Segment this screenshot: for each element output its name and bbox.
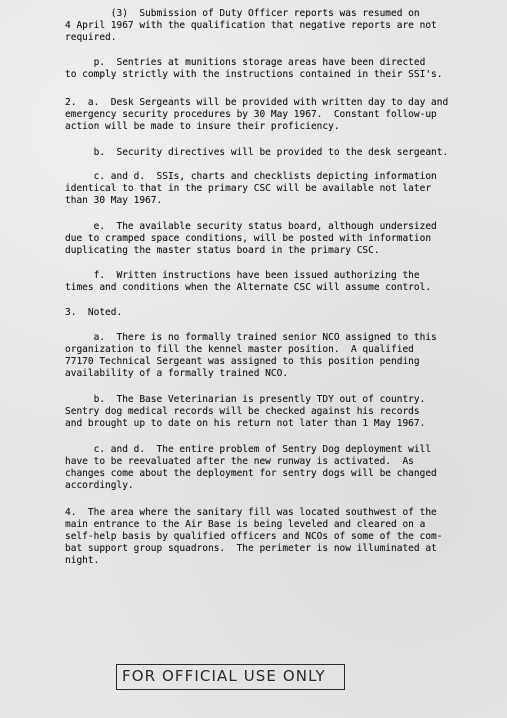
text-line: 4 April 1967 with the qualification that negative reports are not xyxy=(65,20,437,31)
text-line: 77170 Technical Sergeant was assigned to this position pending xyxy=(65,356,420,367)
text-line: required. xyxy=(65,32,117,43)
text-line: 3. Noted. xyxy=(65,307,123,318)
text-line: organization to fill the kennel master position. A qualified xyxy=(65,344,414,355)
text-line: f. Written instructions have been issued authorizing the xyxy=(65,270,420,281)
text-line: b. The Base Veterinarian is presently TDY out of country. xyxy=(65,394,426,405)
text-line: due to cramped space conditions, will be posted with information xyxy=(65,233,432,244)
text-line: accordingly. xyxy=(65,480,134,491)
text-line: bat support group squadrons. The perimeter is now illuminated at xyxy=(65,543,437,554)
text-line: identical to that in the primary CSC will be available not later xyxy=(65,183,432,194)
text-line: Sentry dog medical records will be checked against his records xyxy=(65,406,420,417)
text-line: duplicating the master status board in the primary CSC. xyxy=(65,245,380,256)
text-line: changes come about the deployment for sentry dogs will be changed xyxy=(65,468,437,479)
text-line: have to be reevaluated after the new runway is activated. As xyxy=(65,456,414,467)
text-line: main entrance to the Air Base is being leveled and cleared on a xyxy=(65,519,426,530)
text-line: to comply strictly with the instructions contained in their SSI's. xyxy=(65,69,443,80)
text-line: availability of a formally trained NCO. xyxy=(65,368,289,379)
text-line: c. and d. The entire problem of Sentry Dog deployment will xyxy=(65,444,432,455)
text-line: p. Sentries at munitions storage areas have been directed xyxy=(65,57,426,68)
text-line: times and conditions when the Alternate CSC will assume control. xyxy=(65,282,432,293)
text-line: self-help basis by qualified officers and NCOs of some of the com- xyxy=(65,531,443,542)
text-line: and brought up to date on his return not later than 1 May 1967. xyxy=(65,418,426,429)
text-line: 4. The area where the sanitary fill was located southwest of the xyxy=(65,507,437,518)
text-line: e. The available security status board, although undersized xyxy=(65,221,437,232)
text-line: than 30 May 1967. xyxy=(65,195,163,206)
text-line: night. xyxy=(65,555,100,566)
text-line: 2. a. Desk Sergeants will be provided with written day to day and xyxy=(65,97,449,108)
text-line: c. and d. SSIs, charts and checklists depicting information xyxy=(65,171,437,182)
text-line: emergency security procedures by 30 May 1967. Constant follow-up xyxy=(65,109,437,120)
text-line: (3) Submission of Duty Officer reports was resumed on xyxy=(65,8,420,19)
text-line: action will be made to insure their proficiency. xyxy=(65,121,340,132)
text-line: b. Security directives will be provided to the desk sergeant. xyxy=(65,147,449,158)
text-line: a. There is no formally trained senior NCO assigned to this xyxy=(65,332,437,343)
official-use-stamp: FOR OFFICIAL USE ONLY xyxy=(116,664,345,690)
